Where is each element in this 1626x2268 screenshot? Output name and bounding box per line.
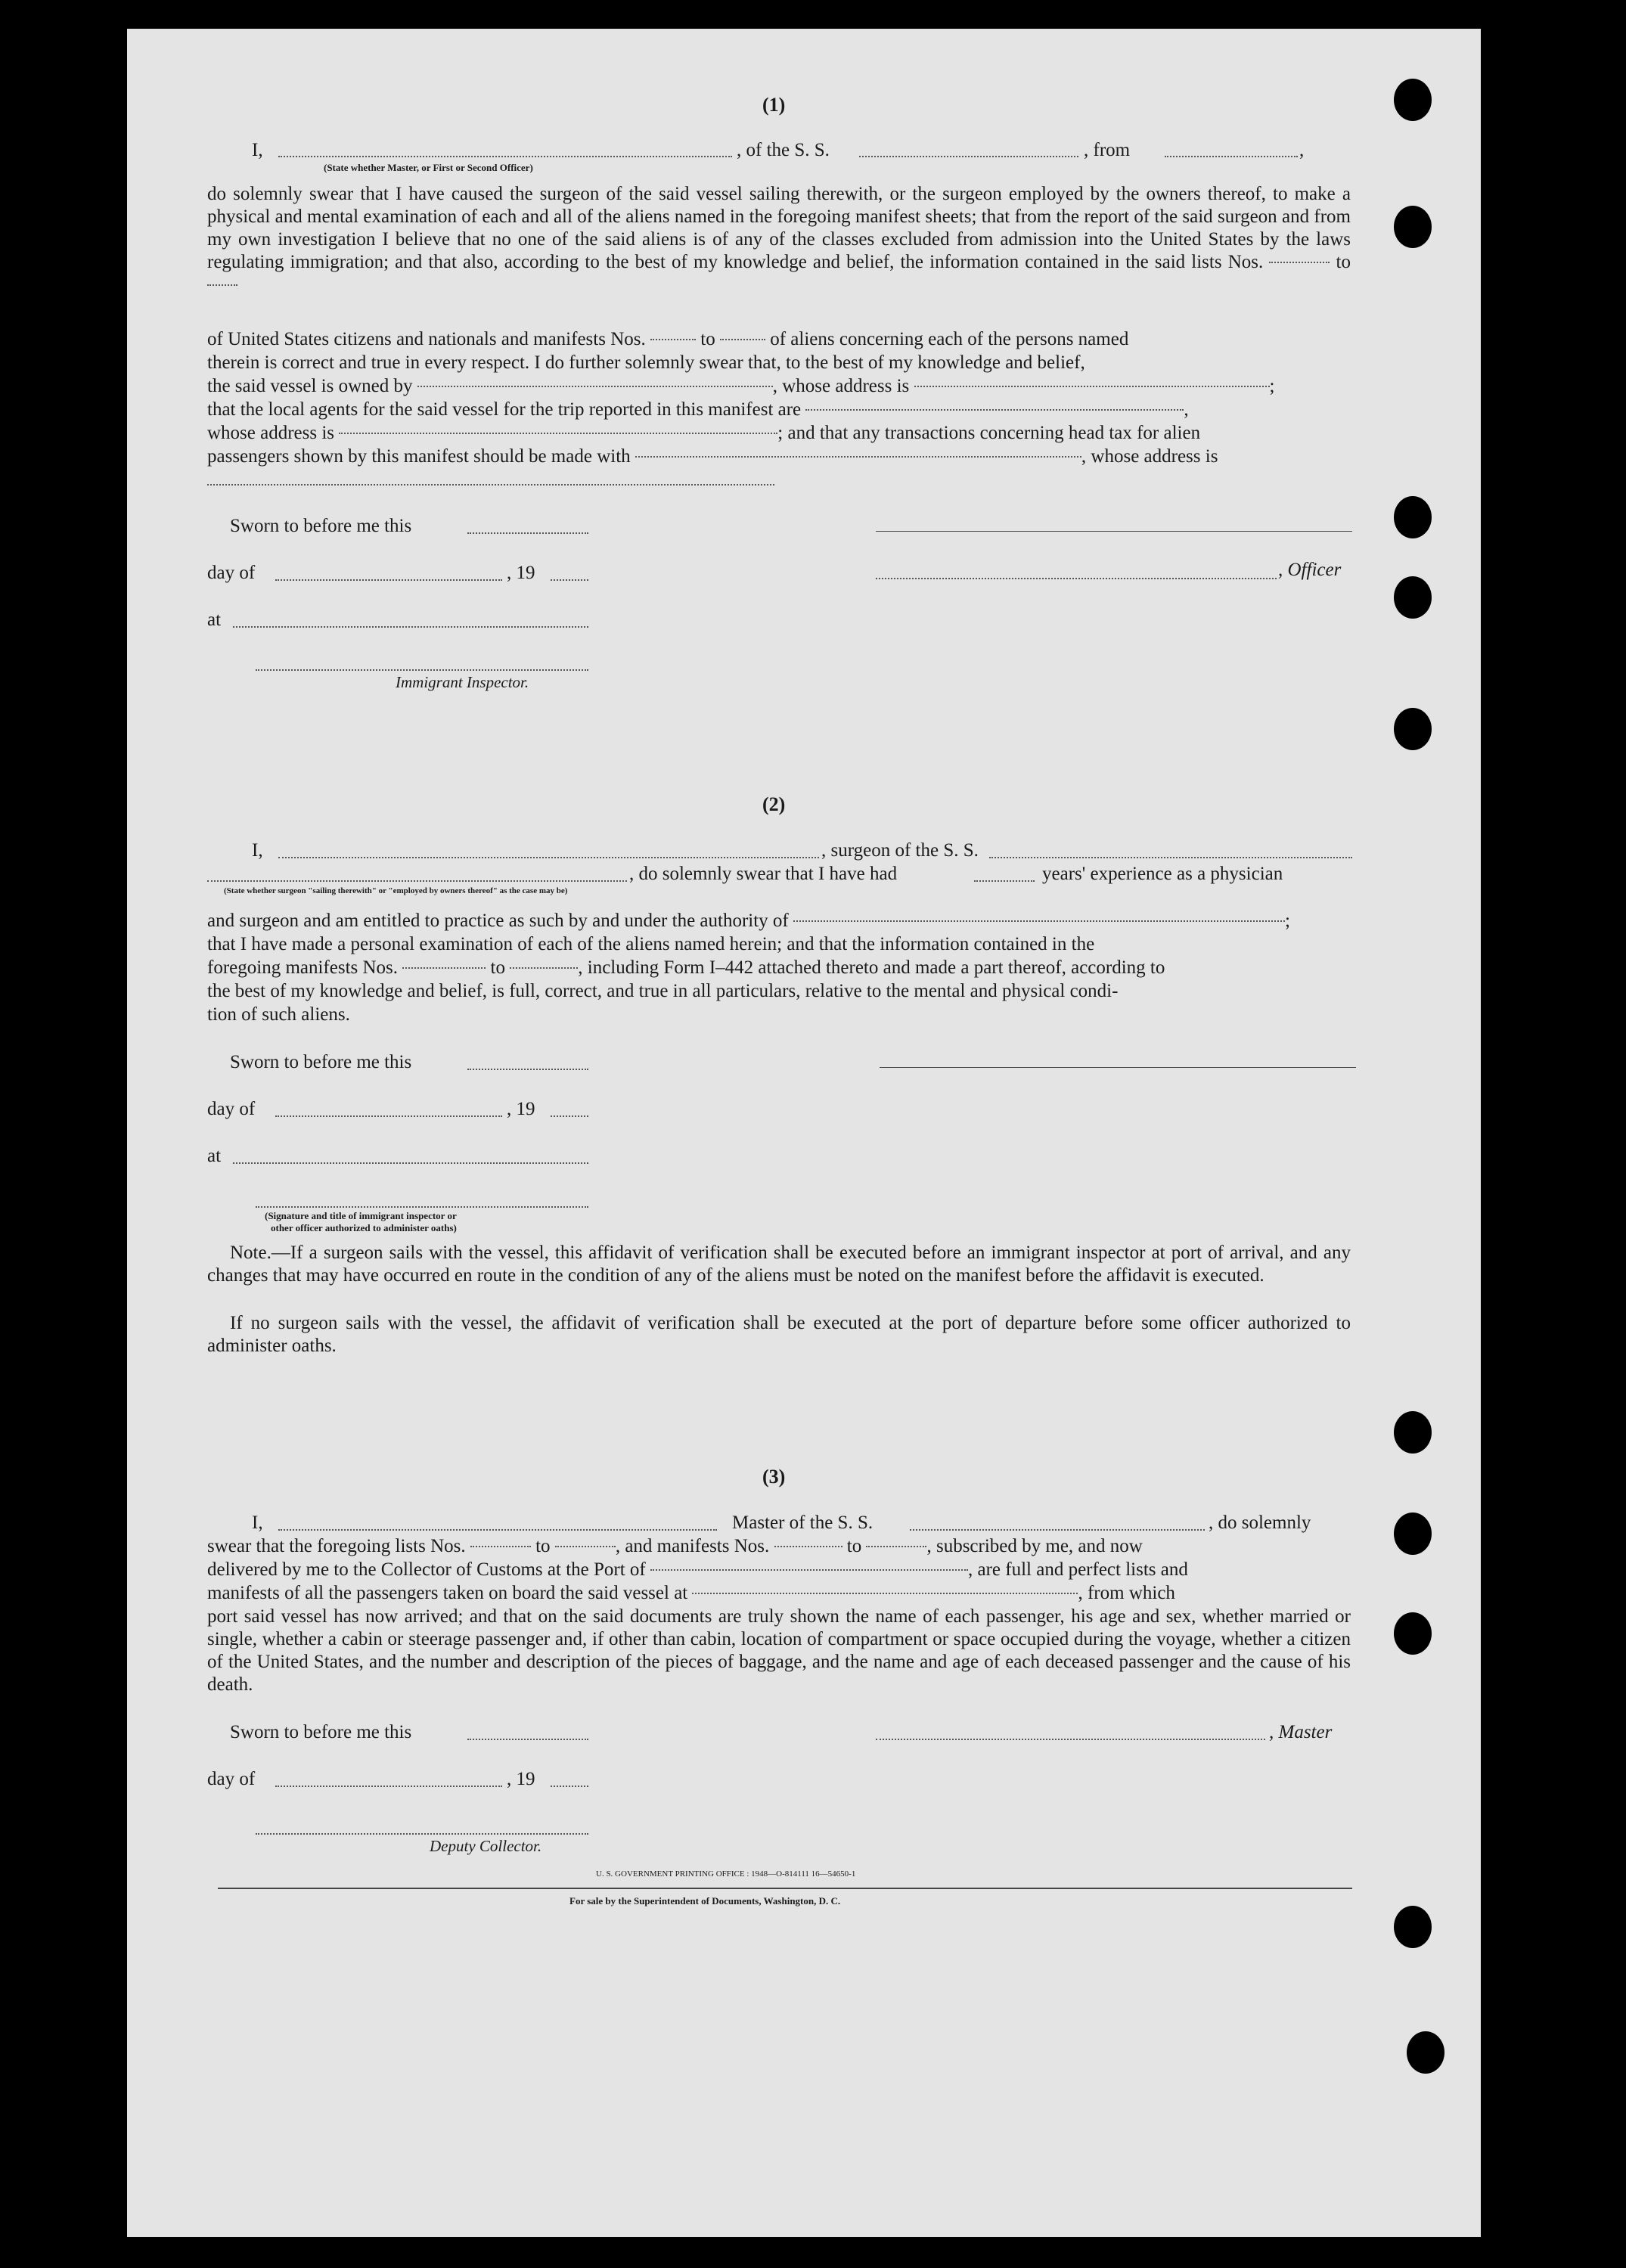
s2-line6: the best of my knowledge and belief, is full, correct, and true in all particulars, relative to the mental and physical condi- (207, 981, 1119, 1001)
s1-sworn-day-field[interactable] (467, 531, 588, 534)
s2-note-paragraph-2: If no surgeon sails with the vessel, the affidavit of verification shall be executed at the port of departure before some officer authorized to administer oaths. (207, 1313, 1351, 1356)
s1-manifest-from-field[interactable] (650, 337, 696, 340)
s3-port-field[interactable] (650, 1568, 968, 1571)
s1-inspector-signature-line[interactable] (256, 668, 588, 671)
s3-month-field[interactable] (275, 1784, 502, 1787)
s2-manifest-from-field[interactable] (402, 966, 486, 969)
s3-i-label: I, (252, 1513, 263, 1533)
s2-ship-field[interactable] (989, 855, 1352, 858)
s2-note: (State whether surgeon "sailing therewith" or "employed by owners thereof" as the case may be) (224, 886, 568, 895)
s2-surgeon-type-field[interactable] (207, 879, 627, 882)
s1-month-field[interactable] (275, 578, 502, 581)
s2-years-field[interactable] (974, 879, 1035, 882)
s3-line2: swear that the foregoing lists Nos. to , and manifests Nos. to , subscribed by me, and now (207, 1536, 1143, 1556)
s1-comma: , (1299, 140, 1305, 160)
s3-manifest-from-field[interactable] (774, 1544, 842, 1547)
binder-hole-2 (1394, 206, 1432, 248)
binder-hole-9 (1394, 1906, 1432, 1948)
s1-headtax-address-field[interactable] (207, 482, 774, 486)
s1-ship-field[interactable] (859, 154, 1078, 157)
s1-agent-address-field[interactable] (339, 431, 777, 434)
s1-line12: whose address is ; and that any transactions concerning head tax for alien (207, 423, 1201, 443)
s1-owner-field[interactable] (417, 384, 773, 387)
binder-hole-4 (1394, 576, 1432, 619)
s1-officer-label: , Officer (1278, 560, 1342, 580)
s2-sig-note-2: other officer authorized to administer oaths) (271, 1222, 457, 1233)
s2-year-field[interactable] (551, 1114, 588, 1117)
s3-ship-field[interactable] (910, 1528, 1205, 1531)
s3-year-field[interactable] (551, 1784, 588, 1787)
s1-lists-to-field[interactable] (207, 283, 237, 286)
section-1-number: (1) (762, 94, 786, 116)
s1-i-label: I, (252, 140, 263, 160)
s2-physician-label: years' experience as a physician (1042, 864, 1283, 884)
s2-line4: that I have made a personal examination of each of the aliens named herein; and that the information contained in the (207, 934, 1095, 954)
binder-hole-5 (1394, 708, 1432, 750)
s1-owner-address-field[interactable] (914, 384, 1270, 387)
s1-ship-label: , of the S. S. (737, 140, 830, 160)
s2-at-label: at (207, 1146, 222, 1166)
s2-note-paragraph-1: Note.—If a surgeon sails with the vessel, this affidavit of verification shall be executed before an immigrant inspector at port of arrival, and any changes that may have occurred en route in the condition of any of the aliens must be noted on the manifest before the affidavit is executed. (207, 1243, 1351, 1286)
s3-collector-signature-line[interactable] (256, 1832, 588, 1835)
s2-sworn-label: Sworn to before me this (230, 1052, 412, 1072)
s1-dayof-label: day of (207, 563, 256, 583)
binder-hole-7 (1394, 1513, 1432, 1555)
s2-line7: tion of such aliens. (207, 1004, 350, 1025)
s3-boarding-port-field[interactable] (692, 1591, 1078, 1594)
s2-surgeon-name-field[interactable] (278, 855, 819, 858)
s1-officer-signature-line[interactable] (876, 531, 1352, 532)
s2-sworn-day-field[interactable] (467, 1067, 588, 1070)
s2-years-label: , do solemnly swear that I have had (629, 864, 898, 884)
s3-solemnly-label: , do solemnly (1209, 1513, 1311, 1533)
s1-officer-field[interactable] (278, 154, 732, 157)
s1-line8: of United States citizens and nationals and manifests Nos. to of aliens concerning each of the persons named (207, 329, 1129, 349)
s2-inspector-signature-line[interactable] (256, 1205, 588, 1208)
s3-manifest-to-field[interactable] (866, 1544, 926, 1547)
s3-dayof-label: day of (207, 1769, 256, 1789)
s2-manifest-to-field[interactable] (510, 966, 578, 969)
s1-line13: passengers shown by this manifest should be made with , whose address is (207, 446, 1218, 467)
s3-master-signature-line[interactable] (876, 1737, 1265, 1740)
s3-sworn-day-field[interactable] (467, 1737, 588, 1740)
section-2-number: (2) (762, 793, 786, 815)
s3-lists-from-field[interactable] (470, 1544, 531, 1547)
for-sale-line: For sale by the Superintendent of Documents, Washington, D. C. (569, 1895, 841, 1907)
s1-from-label: , from (1084, 140, 1131, 160)
s2-month-field[interactable] (275, 1114, 502, 1117)
binder-hole-1 (1394, 79, 1432, 121)
s2-authority-field[interactable] (793, 919, 1285, 922)
section-3-number: (3) (762, 1466, 786, 1488)
s2-i-label: I, (252, 840, 263, 861)
s3-ship-label: Master of the S. S. (732, 1513, 874, 1533)
form-page (127, 29, 1481, 2237)
s2-at-field[interactable] (233, 1161, 588, 1164)
s2-ship-label: , surgeon of the S. S. (821, 840, 979, 861)
footer-rule (218, 1888, 1352, 1889)
s3-master-label: , Master (1269, 1722, 1333, 1742)
s1-line10: the said vessel is owned by , whose address is ; (207, 376, 1275, 396)
s1-lists-from-field[interactable] (1269, 260, 1330, 263)
s3-collector-label: Deputy Collector. (430, 1837, 542, 1855)
binder-hole-10 (1407, 2031, 1444, 2074)
s1-line11: that the local agents for the said vessel for the trip reported in this manifest are , (207, 399, 1189, 420)
s2-year-label: , 19 (507, 1099, 535, 1119)
binder-hole-3 (1394, 496, 1432, 538)
s3-sworn-label: Sworn to before me this (230, 1722, 412, 1742)
s1-from-field[interactable] (1165, 154, 1298, 157)
s2-dayof-label: day of (207, 1099, 256, 1119)
s3-year-label: , 19 (507, 1769, 535, 1789)
binder-hole-6 (1394, 1411, 1432, 1454)
s1-inspector-label: Immigrant Inspector. (396, 673, 529, 691)
printing-office-line: U. S. GOVERNMENT PRINTING OFFICE : 1948—O-814111 16—54650-1 (596, 1869, 856, 1879)
s1-paragraph: do solemnly swear that I have caused the surgeon of the said vessel sailing therewith, or the surgeon employed by the owners thereof, to make a physical and mental examination of each and all of the aliens named in the foregoing manifest sheets; that from the report of the said surgeon and from my own investigation I believe that no one of the said aliens is of any of the classes excluded from admission into the United States by the laws regulating immigration; and that also, according to the best of my knowledge and belief, the information contained in the said lists Nos. to (207, 183, 1351, 296)
s3-line4: manifests of all the passengers taken on board the said vessel at , from which (207, 1583, 1175, 1603)
s3-master-name-field[interactable] (278, 1528, 717, 1531)
s2-sig-note-1: (Signature and title of immigrant inspector or (265, 1210, 457, 1221)
s2-line5: foregoing manifests Nos. to , including Form I–442 attached thereto and made a part thereof, according to (207, 957, 1165, 978)
s3-lists-to-field[interactable] (555, 1544, 616, 1547)
s2-surgeon-signature-line[interactable] (880, 1067, 1356, 1068)
s3-paragraph: port said vessel has now arrived; and that on the said documents are truly shown the name of each passenger, his age and sex, whether married or single, whether a cabin or steerage passenger and, if other than cabin, location of compartment or space occupied during the voyage, whether a citizen of the United States, and the number and description of the pieces of baggage, and the name and age of each deceased passenger and the cause of his death. (207, 1606, 1351, 1695)
s2-line3: and surgeon and am entitled to practice as such by and under the authority of ; (207, 911, 1290, 931)
s1-sworn-label: Sworn to before me this (230, 516, 412, 536)
s1-headtax-field[interactable] (635, 455, 1081, 458)
s1-manifest-to-field[interactable] (720, 337, 765, 340)
s1-agents-field[interactable] (805, 408, 1184, 411)
s1-year-field[interactable] (551, 578, 588, 581)
s1-year-label: , 19 (507, 563, 535, 583)
s1-line9: therein is correct and true in every respect. I do further solemnly swear that, to the best of my knowledge and belief, (207, 352, 1085, 373)
s3-line3: delivered by me to the Collector of Customs at the Port of , are full and perfect lists and (207, 1559, 1188, 1580)
s1-at-field[interactable] (233, 625, 588, 628)
s1-at-label: at (207, 610, 222, 630)
binder-hole-8 (1394, 1612, 1432, 1655)
s1-note: (State whether Master, or First or Second Officer) (324, 162, 533, 173)
s1-officer-title-field[interactable] (876, 576, 1277, 579)
